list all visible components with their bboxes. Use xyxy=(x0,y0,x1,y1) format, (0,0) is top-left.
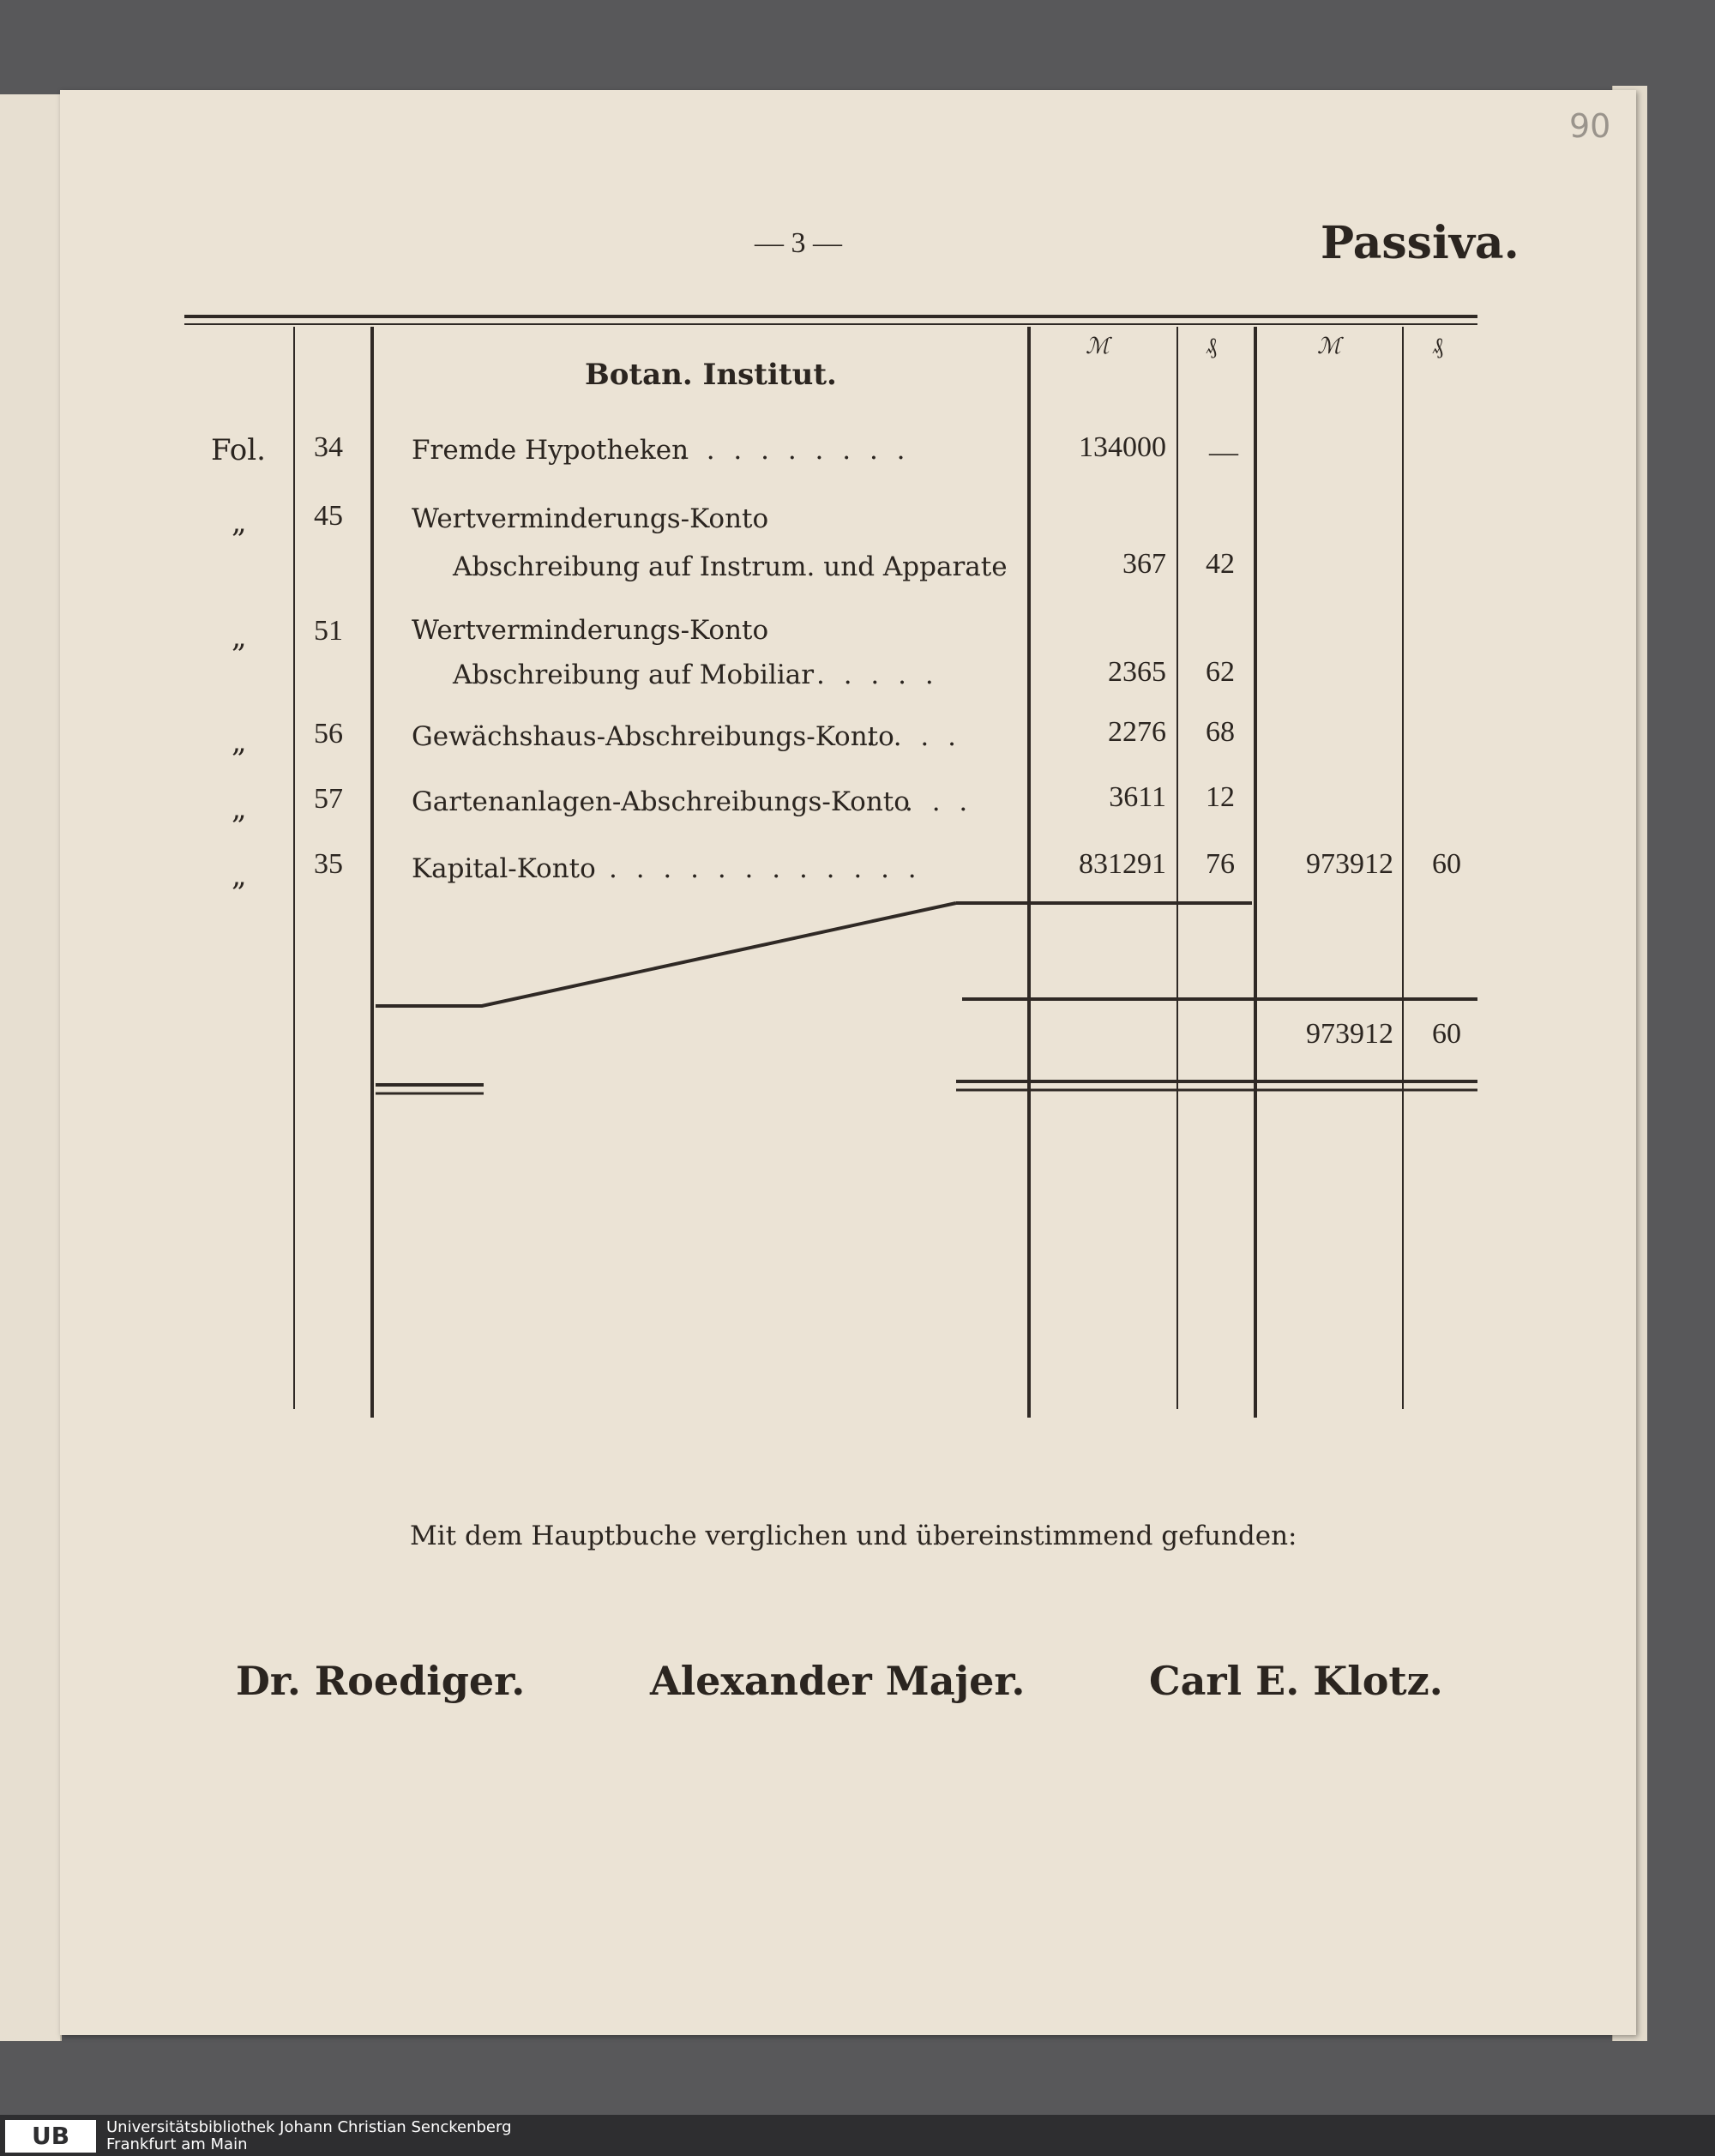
attestation-text: Mit dem Hauptbuche verglichen und übereinstimmend gefunden: xyxy=(410,1521,1297,1551)
row-folio: 51 xyxy=(314,615,343,647)
row-mark: 134000 xyxy=(1079,431,1166,463)
row-folio: 34 xyxy=(314,431,343,463)
library-logo: UB xyxy=(5,2120,96,2153)
document-page xyxy=(60,90,1636,2035)
row-pf: 76 xyxy=(1206,848,1235,880)
row-prefix: Fol. xyxy=(211,433,266,467)
row-label: Abschreibung auf Instrum. und Apparate xyxy=(453,551,1008,582)
row-leaders: . . . . xyxy=(866,721,961,752)
row-folio: 35 xyxy=(314,848,343,880)
row-mark: 367 xyxy=(1122,548,1166,580)
facing-page-edge xyxy=(0,94,62,2041)
row-pf: 68 xyxy=(1206,716,1235,748)
row-label: Wertverminderungs-Konto xyxy=(412,615,769,646)
row-mark: 2365 xyxy=(1108,656,1166,688)
rule-lines xyxy=(60,90,1636,1205)
row-leaders: . . . . . . . . . . . . xyxy=(609,853,922,884)
row-mark: 3611 xyxy=(1109,781,1166,813)
row-label: Gewächshaus-Abschreibungs-Konto xyxy=(412,721,894,752)
row-total-mark: 973912 xyxy=(1306,848,1393,880)
row-folio: 57 xyxy=(314,783,343,815)
row-label: Gartenanlagen-Abschreibungs-Konto xyxy=(412,786,910,817)
row-pf: 62 xyxy=(1206,656,1235,688)
row-folio: 56 xyxy=(314,718,343,750)
row-prefix: „ xyxy=(232,620,247,654)
row-label: Kapital-Konto xyxy=(412,853,596,884)
row-prefix: „ xyxy=(232,505,247,539)
header-pf-1: ₰ xyxy=(1206,334,1217,359)
row-label: Wertverminderungs-Konto xyxy=(412,503,769,534)
header-pf-2: ₰ xyxy=(1432,334,1443,359)
footer-line-1: Universitätsbibliothek Johann Christian Senckenberg xyxy=(106,2118,512,2136)
row-total-pf: 60 xyxy=(1432,848,1461,880)
section-title: Botan. Institut. xyxy=(585,358,837,392)
row-mark: 831291 xyxy=(1079,848,1166,880)
row-mark: 2276 xyxy=(1108,716,1166,748)
signature-3: Carl E. Klotz. xyxy=(1149,1658,1443,1704)
row-leaders: . . . . . xyxy=(816,659,939,690)
footer-line-2: Frankfurt am Main xyxy=(106,2135,248,2153)
row-pf: 42 xyxy=(1206,548,1235,580)
row-label: Fremde Hypotheken xyxy=(412,435,689,466)
page-number: — 3 — xyxy=(755,227,842,259)
signature-2: Alexander Majer. xyxy=(650,1658,1026,1704)
row-leaders: . . . xyxy=(905,786,973,817)
row-prefix: „ xyxy=(232,792,247,826)
row-prefix: „ xyxy=(232,858,247,893)
sum-pf: 60 xyxy=(1432,1018,1461,1050)
row-pf: 12 xyxy=(1206,781,1235,813)
header-mark-1: ℳ xyxy=(1086,334,1110,359)
sum-mark: 973912 xyxy=(1306,1018,1393,1050)
folio-number: 90 xyxy=(1569,107,1611,145)
page-heading: Passiva. xyxy=(1321,217,1519,269)
row-pf: — xyxy=(1209,437,1238,468)
signature-1: Dr. Roediger. xyxy=(236,1658,526,1704)
row-prefix: „ xyxy=(232,725,247,759)
row-leaders: . . . . . . . . . xyxy=(679,435,911,466)
header-mark-2: ℳ xyxy=(1317,334,1341,359)
row-label: Abschreibung auf Mobiliar xyxy=(453,659,815,690)
row-folio: 45 xyxy=(314,500,343,532)
